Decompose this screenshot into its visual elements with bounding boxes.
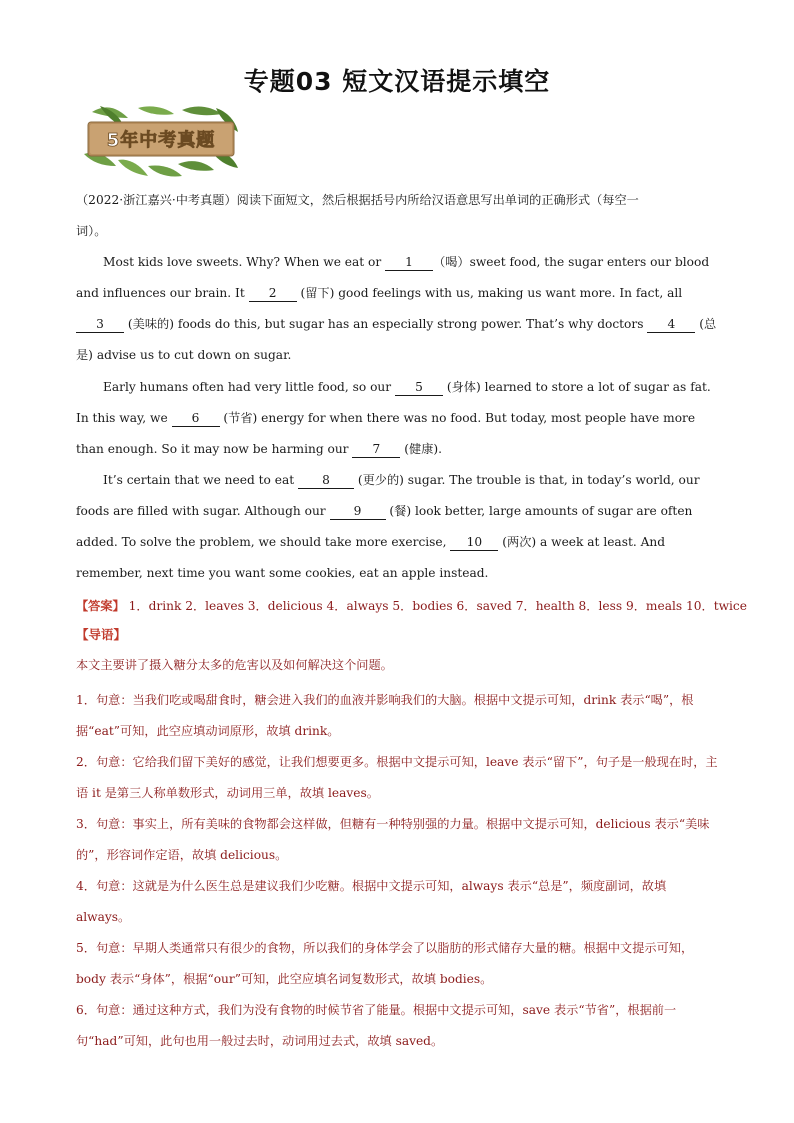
explanation-3: 3．句意：事实上，所有美味的食物都会这样做，但糖有一种特别强的力量。根据中文提示可知，delicious 表示“美味的”，形容词作定语，故填 delicious。 — [76, 817, 710, 862]
blank-3[interactable]: 3 — [76, 316, 124, 333]
answer-item: 1．drink — [128, 599, 182, 613]
passage-text: (美味的) foods do this, but sugar has an especially strong power. That’s why doctors — [124, 317, 648, 331]
answer-item: 9．meals — [625, 599, 683, 613]
passage-text: (身体) learned to store a lot of sugar as fat. In this way, we — [76, 380, 711, 425]
explanation-2: 2．句意：它给我们留下美好的感觉，让我们想要更多。根据中文提示可知，leave 表示“留下”，句子是一般现在时，主语 it 是第三人称单数形式，动词用三单，故填 leaves。 — [76, 755, 718, 800]
passage-text: （喝）sweet food, the sugar enters our blood and influences our brain. It — [76, 255, 710, 300]
intro-line-1: （2022·浙江嘉兴·中考真题）阅读下面短文，然后根据括号内所给汉语意思写出单词的正确形式（每空一 — [76, 193, 639, 207]
passage-text: (餐) look better, large amounts of sugar are often added. To solve the problem, we should take more exercise, — [76, 504, 693, 549]
answer-item: 8．less — [578, 599, 623, 613]
answer-item: 2．leaves — [185, 599, 244, 613]
explanation-4: 4．句意：这就是为什么医生总是建议我们少吃糖。根据中文提示可知，always 表示“总是”，频度副词，故填 always。 — [76, 879, 667, 924]
answer-item: 6．saved — [456, 599, 512, 613]
intro-line-2: 词）。 — [76, 224, 107, 238]
passage-text: Early humans often had very little food, so our — [103, 380, 395, 394]
badge-text: 5年中考真题 — [106, 130, 216, 151]
blank-9[interactable]: 9 — [330, 503, 386, 520]
passage-text: (两次) a week at least. And remember, next time you want some cookies, eat an apple instead. — [76, 535, 666, 580]
passage-text: (健康). — [400, 442, 443, 456]
passage-text: (总是) advise us to cut down on sugar. — [76, 317, 717, 362]
blank-10[interactable]: 10 — [450, 534, 498, 551]
exam-badge — [78, 104, 242, 178]
answer-item: 7．health — [515, 599, 575, 613]
answer-item: 5．bodies — [392, 599, 453, 613]
guide-tag: 【导语】 — [76, 627, 127, 642]
page-title: 专题03 短文汉语提示填空 — [243, 67, 551, 96]
passage-paragraph-2 — [76, 372, 718, 465]
blank-2[interactable]: 2 — [249, 285, 297, 302]
answer-row — [76, 594, 747, 618]
explanation-5: 5．句意：早期人类通常只有很少的食物，所以我们的身体学会了以脂肪的形式储存大量的糖。根据中文提示可知，body 表示“身体”，根据“our”可知，此空应填名词复数形式，故填 bodies。 — [76, 941, 694, 986]
blank-4[interactable]: 4 — [647, 316, 695, 333]
passage-text: (留下) good feelings with us, making us want more. In fact, all — [296, 286, 683, 300]
blank-5[interactable]: 5 — [395, 379, 443, 396]
passage-text: It’s certain that we need to eat — [103, 473, 298, 487]
explanation-6: 6．句意：通过这种方式，我们为没有食物的时候节省了能量。根据中文提示可知，save 表示“节省”，根据前一句“had”可知，此句也用一般过去时，动词用过去式，故填 saved。 — [76, 1003, 677, 1048]
passage-text: Most kids love sweets. Why? When we eat or — [103, 255, 386, 269]
blank-6[interactable]: 6 — [172, 410, 220, 427]
guide-summary: 本文主要讲了摄入糖分太多的危害以及如何解决这个问题。 — [76, 658, 393, 672]
answer-item: 3．delicious — [247, 599, 323, 613]
answer-tag: 【答案】 — [76, 599, 125, 613]
passage-text: (更少的) sugar. The trouble is that, in today’s world, our foods are filled with sugar. Although our — [76, 473, 700, 518]
blank-7[interactable]: 7 — [352, 441, 400, 458]
intro-text — [76, 185, 718, 247]
passage-paragraph-3 — [76, 465, 718, 589]
answer-item: 10．twice — [686, 599, 747, 613]
answer-item: 4．always — [326, 599, 389, 613]
passage-text: (节省) energy for when there was no food. But today, most people have more than enough. So it may now be harming our — [76, 411, 696, 456]
explanation-1: 1．句意：当我们吃或喝甜食时，糖会进入我们的血液并影响我们的大脑。根据中文提示可知，drink 表示“喝”，根据“eat”可知，此空应填动词原形，故填 drink。 — [76, 693, 694, 738]
passage-paragraph-1 — [76, 247, 718, 371]
blank-8[interactable]: 8 — [298, 472, 354, 489]
blank-1[interactable]: 1 — [385, 254, 433, 271]
